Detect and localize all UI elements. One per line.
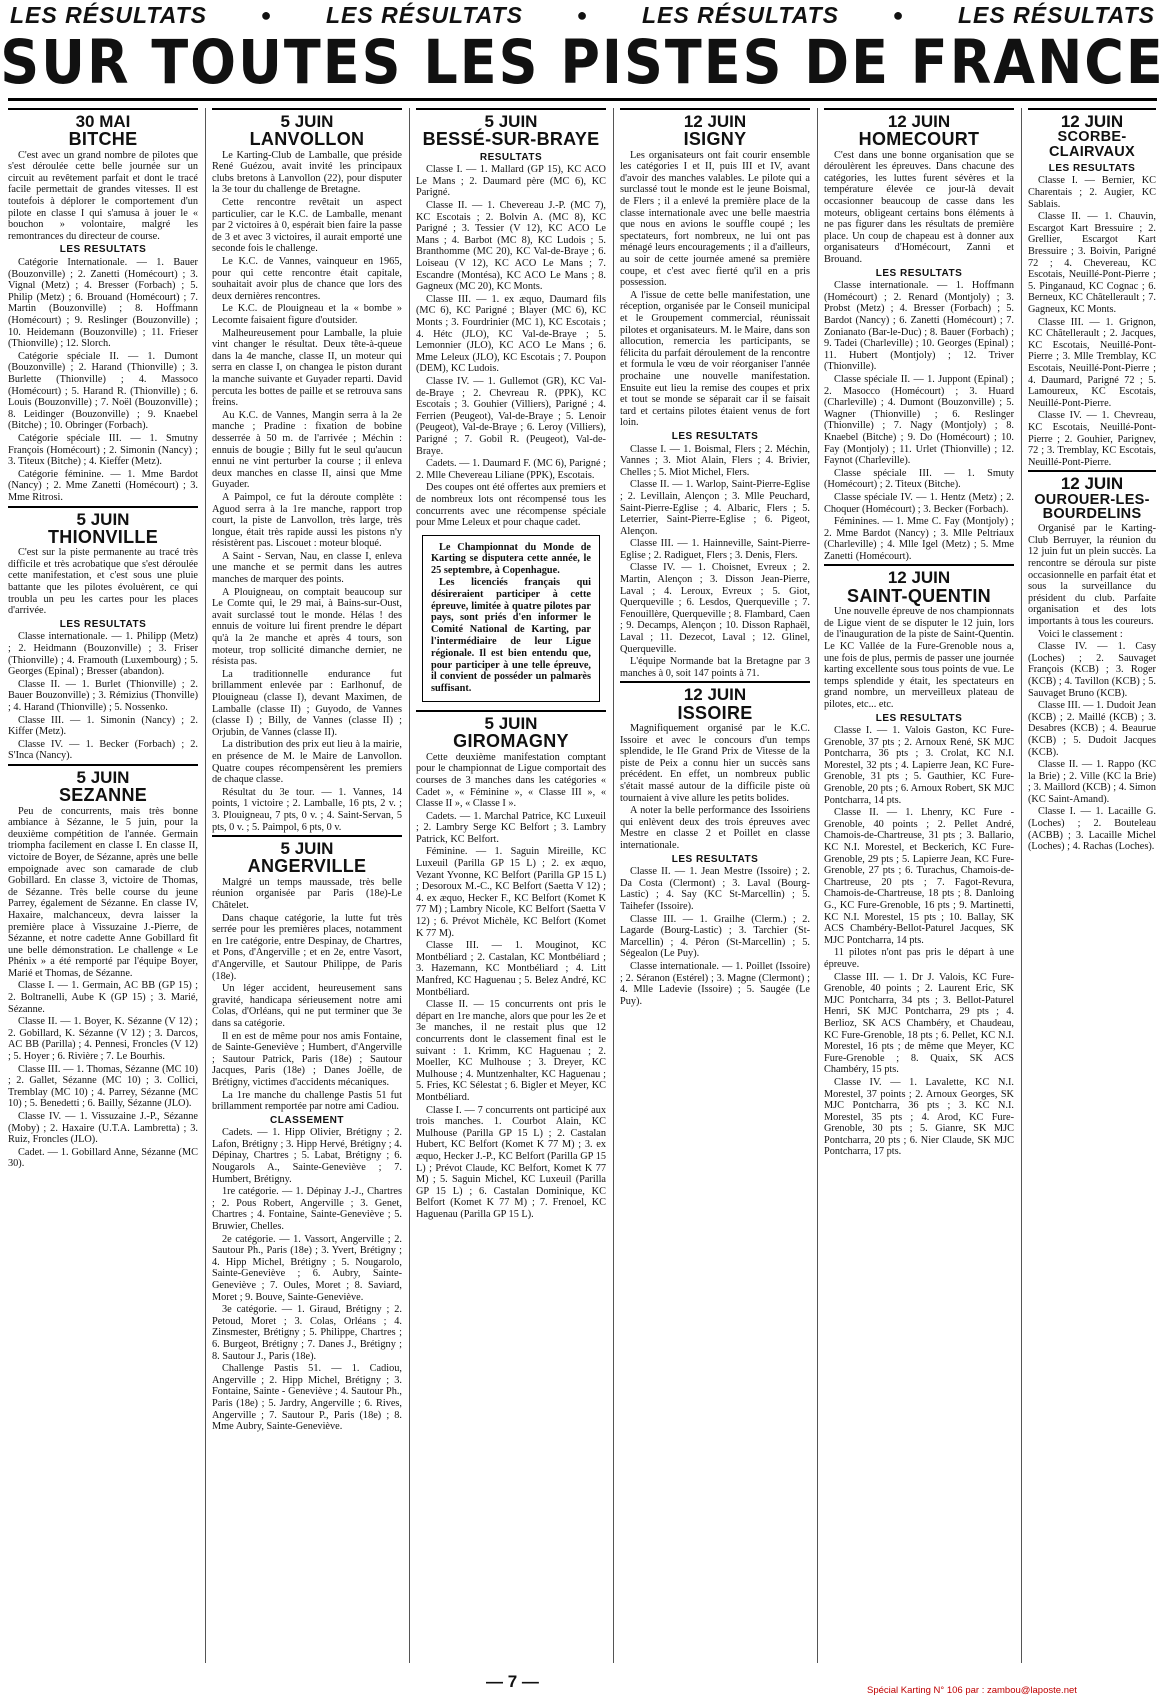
results-heading: LES RESULTATS (671, 853, 759, 865)
result-line: Classe IV. — 1. Gullemot (GR), KC Val-de-Braye ; 2. Chevreau R. (PPK), KC Escotais ; 3. Gouhier (Villiers), Parigné ; 4. Ferrien (Peugeot), Val-de-Braye ; 5. Lenoir (Peugeot), Val-de-Braye ; 6. Leroy (Villiers), Parigné ; 7. Gobil R. (Peugeot), Val-de-Braye. (416, 375, 606, 457)
race-place: OUROUER-LES-BOURDELINS (1034, 491, 1150, 523)
race-report (8, 506, 198, 762)
result-line: Classe II. — 1. Jean Mestre (Issoire) ; 2. Da Costa (Clermont) ; 3. Laval (Bourg-Lastic) ; 4. Say (KC St-Marcellin) ; 5. Taihefer (Issoire). (620, 866, 810, 912)
result-line: 3e catégorie. — 1. Giraud, Brétigny ; 2. Petoud, Moret ; 3. Colas, Orléans ; 4. Zinsmester, Brétigny ; 5. Philippe, Chartres ; 6. Burgeot, Brétigny ; 7. Danes J., Brétigny ; 8. Sautour J., Paris (18e). (212, 1304, 402, 1362)
notice-paragraph: Les licenciés français qui désireraient participer à cette épreuve, limitée à quatre pilotes par pays, sont priés d'en informer le Comité National de Karting, par l'intermédiaire de leur Ligue régionale. Il est bien entendu que, pour participer à une telle épreuve, il convient de posséder un palmarès suffisant. (431, 577, 591, 695)
race-report (416, 108, 606, 529)
results-banner (0, 0, 1165, 30)
report-paragraph: C'est avec un grand nombre de pilotes que s'est déroulée cette belle journée sur un circuit au revêtement parfait et dont le tracé facile permettait de grandes vitesses. Il est toutefois à déplorer le comportement d'un pilote en classe I qui s'amusa à jouer le « bouchon » volontaire, malgré les remontrances du directeur de course. (8, 149, 198, 242)
column-divider (409, 108, 410, 1663)
report-paragraph: Organisé par le Karting-Club Berruyer, la réunion du 12 juin fut un plein succès. La rencontre se déroula sur piste occasionnelle en parfait état et sous la surveillance du président du club. Parfaite organisation et des lots importants à tous les coureurs. (1028, 523, 1156, 627)
result-line: Classe II. — 1. Burlet (Thionville) ; 2. Bauer Bouzonville) ; 3. Rémizius (Thonville) ; 4. Harand (Thionville) ; 5. Nossenko. (8, 678, 198, 713)
race-place: LANVOLLON (249, 129, 365, 150)
column-3 (416, 108, 606, 1663)
report-paragraph: A Saint - Servan, Nau, en classe I, enleva une manche et se permit dans les autres manches de marquer des points. (212, 550, 402, 586)
bullet-icon: ● (576, 4, 589, 25)
result-line: Classe III. — 1. ex æquo, Daumard fils (MC 6), KC Parigné ; Blayer (MC 6), KC Monts ; 3. Fourdrinier (MC 1), KC Escotais ; 4. Hétc (JLO), KC Val-de-Braye ; 5. Lemonnier (JLO), KC ACO Le Mans ; 6. Mme Leleux (JLO), KC Escotais ; 7. Poupon (DEM), KC Ludois. (416, 293, 606, 375)
result-line: Catégorie féminine. — 1. Mme Bardot (Nancy) ; 2. Mme Zanetti (Homécourt) ; 3. Mme Ritrosi. (8, 468, 198, 503)
race-report (212, 835, 402, 1433)
report-paragraph: Cette rencontre revêtait un aspect particulier, car le K.C. de Lamballe, menant par 2 victoires à 0, espérait bien faire la passe de 3 et avec 3 victoires, il aurait emporté une seconde fois le challenge. (212, 197, 402, 255)
report-paragraph: Au K.C. de Vannes, Mangin serra à la 2e manche ; Pradine : fixation de bobine desserrée à 50 m. de l'arrivée ; Méchin : ennuis de bougie ; Billy fut le seul qu'aucun ennui ne vint perturber la course ; il enleva deux manches en classe II, ainsi que Mme Guyader. (212, 409, 402, 491)
result-line: Classe internationale. — 1. Hoffmann (Homécourt) ; 2. Renard (Montjoly) ; 3. Probst (Metz) ; 4. Bresser (Forbach) ; 5. Bardot (Nancy) ; 6. Zanetti (Homécourt) ; 7. Zonianato (Bar-le-Duc) ; 8. Bauer (Forbach) ; 9. Tadei (Charleville) ; 10. Georges (Epinal) ; 11. Hubert (Montjoly) ; 12. Triver (Thionville). (824, 280, 1014, 373)
race-place: ISIGNY (683, 129, 747, 150)
banner-text: LES RÉSULTATS (326, 1, 523, 28)
column-5 (824, 108, 1014, 1663)
results-heading: RESULTATS (479, 151, 543, 163)
race-date: 5 JUIN (484, 714, 538, 734)
column-divider (1021, 108, 1022, 1663)
dateline (8, 764, 198, 806)
race-report (620, 681, 810, 1007)
race-place: BITCHE (68, 129, 138, 150)
result-line: Classe II. — 1. Rappo (KC la Brie) ; 2. Ville (KC la Brie) ; 3. Maillord (KCB) ; 4. Simon (KC Saint-Amand). (1028, 759, 1156, 805)
result-line: Classe internationale. — 1. Poillet (Issoire) ; 2. Séranon (Estérel) ; 3. Magne (Clermont) ; 4. Mlle Ladevie (Issoire) ; 5. Saugée (Le Puy). (620, 960, 810, 1007)
column-divider (205, 108, 206, 1663)
report-paragraph: A Plouigneau, on comptait beaucoup sur Le Comte qui, le 29 mai, à Bains-sur-Oust, avait surclassé tout le monde. Hélas ! des ennuis de voiture lui firent prendre le départ qu'à la 2e manche et après 4 tours, son moteur, trop sollicité dimanche dernier, ne résista pas. (212, 586, 402, 668)
result-line: Cadets. — 1. Daumard F. (MC 6), Parigné ; 2. Mlle Chevereau Liliane (PPK), Escotais. (416, 458, 606, 481)
race-place: HOMECOURT (858, 129, 980, 150)
page-number: — 7 — (486, 1672, 539, 1691)
column-divider (613, 108, 614, 1663)
article-columns (8, 108, 1156, 1663)
race-place: GIROMAGNY (453, 731, 569, 752)
race-place: SCORBE-CLAIRVAUX (1049, 129, 1135, 161)
report-paragraph: La distribution des prix eut lieu à la mairie, en présence de M. le Maire de Lanvollon. Quatre coupes récompensèrent les premiers de chaque classe. (212, 739, 402, 786)
column-1 (8, 108, 198, 1663)
dateline (620, 681, 810, 723)
result-line: Classe internationale. — 1. Philipp (Metz) ; 2. Heidmann (Bouzonville) ; 3. Friser (Thionville) ; 4. Framouth (Luxembourg) ; 5. Georges (Epinal) ; Bresser (abandon). (8, 631, 198, 678)
result-line: Des coupes ont été offertes aux premiers et de nombreux lots ont récompensé tous les concurrents avec une récompense spéciale pour Mme Leleux et pour chaque cadet. (416, 482, 606, 529)
notice-paragraph: Le Championnat du Monde de Karting se disputera cette année, le 25 septembre, à Copenhague. (431, 541, 591, 577)
race-date: 12 JUIN (683, 112, 747, 131)
result-line: Classe spéciale IV. — 1. Hentz (Metz) ; 2. Choquer (Homécourt) ; 3. Becker (Forbach). (824, 491, 1014, 515)
race-report (824, 108, 1014, 562)
report-paragraph: Magnifiquement organisé par le K.C. Issoire et avec le concours d'un temps splendide, le IIe Grand Prix de Vitesse de la piste de Peix a connu hier un succès sans précédent. En effet, un nombreux public s'était massé autour de la difficile piste où tournaient à vive allure les petits bolides. (620, 723, 810, 804)
result-line: Féminines. — 1. Mme C. Fay (Montjoly) ; 2. Mme Bardot (Nancy) ; 3. Mlle Peltriaux (Charleville) ; 4. Mlle Igel (Metz) ; 5. Mme Zanetti (Homécourt). (824, 516, 1014, 562)
notice-box (422, 535, 600, 702)
result-line: Classe III. — 1. Grailhe (Clerm.) ; 2. Lagarde (Bourg-Lastic) ; 3. Tarchier (St-Marcellin) ; 4. Péron (St-Marcellin) ; 5. Ségealon (Le Puy). (620, 913, 810, 960)
result-line: Cadets. — 1. Hipp Olivier, Brétigny ; 2. Lafon, Brétigny ; 3. Hipp Hervé, Brétigny ; 4. Dépinay, Chartres ; 5. Labat, Brétigny ; 6. Nougarols A., Sainte-Geneviève ; 7. Humbert, Brétigny. (212, 1127, 402, 1185)
result-line: Classe spéciale III. — 1. Smuty (Homécourt) ; 2. Titeux (Bitche). (824, 467, 1014, 491)
result-line: Classe IV. — 1. Choisnet, Evreux ; 2. Martin, Alençon ; 3. Disson Jean-Pierre, Laval ; 4. Leroux, Evreux ; 5. Giot, Querqueville ; 6. Lesdos, Querqueville ; 7. Fenouillère, Querqueville ; 8. Flambard, Caen ; 9. Decamps, Alençon ; 10. Disson Raphaël, Laval ; 11. Dezecot, Laval ; 12. Glinel, Querqueville. (620, 562, 810, 655)
report-paragraph: Voici le classement : (1038, 628, 1123, 640)
bullet-icon: ● (260, 4, 273, 25)
result-line: Classe III. — 1. Simonin (Nancy) ; 2. Kiffer (Metz). (8, 714, 198, 738)
dateline (416, 108, 606, 150)
result-line: 1re catégorie. — 1. Dépinay J.-J., Chartres ; 2. Pous Robert, Angerville ; 3. Genet, Chartres ; 4. Fontaine, Sainte-Geneviève ; 5. Bruwier, Chelles. (212, 1186, 402, 1233)
result-line: Challenge Pastis 51. — 1. Cadiou, Angerville ; 2. Hipp Michel, Brétigny ; 3. Fontaine, Sainte - Geneviève ; 4. Sautour Ph., Paris (18e) ; 5. Jardry, Angerville ; 6. Rives, Angerville ; 7. Sautour P., Paris (18e) ; 8. Mme Aubry, Sainte-Geneviève. (212, 1363, 402, 1433)
result-line: Classe II. — 1. Chauvin, Escargot Kart Bressuire ; 2. Grellier, Escargot Kart Bressuire ; 3. Boivin, Parigné 72 ; 4. Chevereau, KC Escotais, Neuillé-Pont-Pierre ; 5. Pinganaud, KC Cognac ; 6. Berneux, KC Châtellerault ; 7. Gagneux, KC Monts. (1028, 211, 1156, 316)
race-date: 5 JUIN (484, 112, 538, 131)
race-date: 12 JUIN (887, 568, 951, 588)
banner-text: LES RÉSULTATS (958, 1, 1155, 28)
report-paragraph: Le Karting-Club de Lamballe, que préside René Guézou, avait invité les principaux clubs bretons à Lanvollon (22), pour disputer la 3e tour du challenge de Bretagne. (212, 149, 402, 196)
results-heading: LES RESULTATS (59, 618, 147, 630)
dateline (8, 506, 198, 548)
result-line: Classe IV. — 1. Casy (Loches) ; 2. Sauvaget François (KCB) ; 3. Roger (KCB) ; 4. Tavillon (KCB) ; 5. Sauvaget Bruno (KCB). (1028, 641, 1156, 699)
report-paragraph: Cette deuxième manifestation comptant pour le championnat de Ligue comportait des courses de 3 manches dans les catégories « Cadet », « Féminine », « Classe III », « Classe II », « Classe I ». (416, 751, 606, 810)
column-2 (212, 108, 402, 1663)
race-report (212, 108, 402, 833)
report-paragraph: C'est sur la piste permanente au tracé très difficile et très acrobatique que s'est déroulée cette manifestation, et c'est sous une pluie battante que les pilotes évoluèrent, ce qui troubla un peu les cartes pour les places d'arrivée. (8, 547, 198, 617)
result-line: Classe III. — 1. Hainneville, Saint-Pierre-Eglise ; 2. Radiguet, Flers ; 3. Denis, Flers. (620, 538, 810, 561)
dateline (8, 108, 198, 150)
result-line: Féminine. — 1. Saguin Mireille, KC Luxeuil (Parilla GP 15 L) ; 2. ex æquo, Vezant Yvonne, KC Belfort (Parilla GP 15 L) ; Desoroux M.-C., KC Belfort (Saetta V 12) ; 4. ex æquo, Hecker F., KC Belfort (Komet K 77 M) ; Lambry Nicole, KC Belfort (Saetta V 12) ; 6. Prévot Michèle, KC Belfort (Komet K 77 M). (416, 846, 606, 939)
result-line: Classe II. — 15 concurrents ont pris le départ en 1re manche, alors que pour les 2e et 3e manches, il ne restait plus que 12 concurrents dont le classement final est le suivant : 1. Krimm, KC Haguenau ; 2. Moeller, KC Mulhouse ; 3. Dreyer, KC Mulhouse ; 4. Muntzenhalter, KC Haguenau ; 5. Fries, KC Sélestat ; 6. Bigler et Meyer, KC Montbéliard. (416, 999, 606, 1103)
race-place: BESSÉ-SUR-BRAYE (422, 129, 600, 150)
race-report (1028, 470, 1156, 853)
race-report (416, 710, 606, 1220)
race-date: 5 JUIN (76, 767, 130, 787)
result-line: Classe I. — 1. Lacaille G. (Loches) ; 2. Bouteleau (ACBB) ; 3. Lacaille Michel (Loches) ; 4. Rachas (Loches). (1028, 806, 1156, 853)
race-date: 5 JUIN (76, 509, 130, 529)
report-paragraph: La traditionnelle endurance fut brillamment enlevée par : Earlhonuf, de Plouigneau (classe I), devant Maximen, de Lamballe (classe II) ; Guyodo, de Vannes (classe I) ; Billy, de Vannes (classe II) ; Orjubin, de Vannes (classe II). (212, 668, 402, 738)
result-line: Cadets. — 1. Marchal Patrice, KC Luxeuil ; 2. Lambry Serge KC Belfort ; 3. Lambry Patrick, KC Belfort. (416, 810, 606, 845)
report-paragraph: A l'issue de cette belle manifestation, une réception, organisée par le Conseil municipal et le Groupement commercial, réunissait pilotes et organisateurs. M. le Maire, dans son allocution, remercia les participants, se félicita du parfait déroulement de la rencontre et formula le vœu de voir réorganiser l'année prochaine une nouvelle manifestation. Ensuite eut lieu la remise des coupes et prix et tout se monde se séparait car il se faisait tard et certains pilotes étaient venus de fort loin. (620, 289, 810, 429)
result-line: Classe I. — 7 concurrents ont participé aux trois manches. 1. Courbot Alain, KC Mulhouse (Parilla GP 15 L) ; 2. Castalan Hubert, KC Belfort (Komet K 77 M) ; 3. ex æquo, Hecker J.-P., KC Belfort (Parilla GP 15 L) ; Prévot Claude, KC Belfort, Komet K 77 M) ; 5. Saguin Michel, KC Luxeuil (Parilla GP 15 L) ; 6. Castalan Dominique, KC Belfort (Komet K 77 M) ; 7. Frenoel, KC Haguenau (Parilla GP 15 L). (416, 1104, 606, 1220)
result-line: Résultat du 3e tour. — 1. Vannes, 14 points, 1 victoire ; 2. Lamballe, 16 pts, 2 v. ; 3. Plouigneau, 7 pts, 0 v. ; 4. Saint-Servan, 5 pts, 0 v. ; 5. Paimpol, 6 pts, 0 v. (212, 786, 402, 833)
dateline (1028, 470, 1156, 523)
report-paragraph: Le K.C. de Vannes, vainqueur en 1965, pour qui cette rencontre était capitale, souhaitait avoir plus de chance que lors des deux dernières rencontres. (212, 256, 402, 302)
column-4 (620, 108, 810, 1663)
results-heading: LES RESULTATS (875, 267, 963, 279)
dateline (212, 835, 402, 877)
dateline (212, 108, 402, 150)
report-paragraph: Il en est de même pour nos amis Fontaine, de Sainte-Geneviève ; Humbert, d'Angerville ; Sautour Patrick, Paris (18e) ; Sautour Jacques, Paris (18e) ; Danes Joëlle, de Brétigny, victimes d'accidents mécaniques. (212, 1030, 402, 1088)
race-place: SAINT-QUENTIN (847, 585, 991, 606)
report-paragraph: Dans chaque catégorie, la lutte fut très serrée pour les premières places, notamment en 1re catégorie, entre Despinay, de Chartres, et Pons, d'Angerville ; et en 2e, entre Vasort, d'Angerville, et Sautour Philippe, de Paris (18e). (212, 912, 402, 982)
race-date: 5 JUIN (280, 112, 334, 131)
headline-rule (8, 98, 1157, 101)
page-headline: SUR TOUTES LES PISTES DE FRANCE (0, 26, 1165, 98)
race-date: 12 JUIN (887, 112, 951, 131)
result-line: Catégorie spéciale III. — 1. Smutny François (Homécourt) ; 2. Simonin (Nancy) ; 3. Titeux (Bitche) ; 4. Kieffer (Metz). (8, 432, 198, 468)
result-line: Classe I. — 1. Valois Gaston, KC Fure-Grenoble, 37 pts ; 2. Arnoux René, SK MJC Pontcharra, 36 pts ; 3. Crolat, KC N.I. Morestel, 32 pts ; 4. Lapierre Jean, KC Fure-Grenoble, 31 pts ; 5. Gauthier, KC Fure-Grenoble, 20 pts ; 6. Arnoux Robert, SK MJC Pontcharra, 14 pts. (824, 725, 1014, 806)
results-heading: LES RESULTATS (875, 712, 963, 724)
result-line: Classe IV. — 1. Vissuzaine J.-P., Sézanne (Moby) ; 2. Haxaire (U.T.A. Lambretta) ; 3. Ruiz, Froncles (JLO). (8, 1111, 198, 1146)
result-line: Classe III. — 1. Thomas, Sézanne (MC 10) ; 2. Gallet, Sézanne (MC 10) ; 3. Collici, Tremblay (MC 10) ; 4. Parrey, Sézanne (MC 10) ; 5. Benedetti ; 6. Bailly, Sézanne (JLO). (8, 1063, 198, 1110)
report-paragraph: Un léger accident, heureusement sans gravité, handicapa sérieusement notre ami Colas, d'Orléans, qui ne put terminer que 3e dans sa catégorie. (212, 983, 402, 1029)
race-date: 30 MAI (75, 112, 131, 131)
banner-text: LES RÉSULTATS (642, 1, 839, 28)
result-line: Classe I. — 1. Mallard (GP 15), KC ACO Le Mans ; 2. Daumard père (MC 6), KC Parigné. (416, 164, 606, 199)
result-line: Classe III. — 1. Dr J. Valois, KC Fure-Grenoble, 40 points ; 2. Laurent Eric, SK MJC Pontcharra, 34 pts ; 3. Bellot-Paturel Henri, SK MJC Pontcharra, 29 pts ; 4. Berlioz, SK ACS Chambéry, et Chaudeau, KC Fure-Grenoble, 18 pts ; 6. Pellet, KC N.I. Morestel, 16 pts ; de même que Meyer, KC Fure-Grenoble ; 8. Quaix, SK ACS Chambéry, 15 pts. (824, 971, 1014, 1076)
results-heading: LES RESULTATS (1048, 162, 1136, 174)
result-line: Cadet. — 1. Gobillard Anne, Sézanne (MC 30). (8, 1146, 198, 1170)
result-line: Classe IV. — 1. Chevreau, KC Escotais, Neuillé-Pont-Pierre ; 2. Gouhier, Parignev, 72 ; 3. Tremblay, KC Escotais, Neuillé-Pont-Pierre. (1028, 410, 1156, 468)
report-paragraph: Les organisateurs ont fait courir ensemble les catégories I et II, puis III et IV, avant d'avoir des manches valables. Le pilote qui a surclassé tout le monde est le jeune Boismal, de Flers ; il a enlevé la première place de la classe internationale avec une belle maestria que nous en avions le souffle coupé ; les spectateurs, fort nombreux, ne lui ont pas ménagé leurs encouragements ; il a d'ailleurs, au soir de cette journée amené sa première coupe, et c'est avec fierté qu'il en a pris possession. (620, 149, 810, 289)
result-line: Classe I. — Bernier, KC Charentais ; 2. Augier, KC Sablais. (1028, 175, 1156, 210)
column-6 (1028, 108, 1156, 1663)
race-report (1028, 108, 1156, 468)
race-date: 5 JUIN (280, 839, 334, 859)
result-line: Classe IV. — 1. Becker (Forbach) ; 2. S'Inca (Nancy). (8, 738, 198, 762)
banner-text: LES RÉSULTATS (10, 1, 207, 28)
race-date: 12 JUIN (683, 685, 747, 705)
column-divider (817, 108, 818, 1663)
result-line: L'équipe Normande bat la Bretagne par 3 manches à 0, soit 147 points à 71. (620, 656, 810, 679)
report-paragraph: Peu de concurrents, mais très bonne ambiance à Sézanne, le 5 juin, pour la deuxième compétition de l'année. Germain triompha facilement en classe I. En classe II, victoire de Boyer, de Sézanne, après une belle empoignade avec son camarade de club Gobillard. En classe 3, victoire de Thomas, de Sézanne. Très belle course du jeune Parrey, également de Sézanne. En classe IV, Haxaire, malchanceux, devra laisser la première place à Vissuzaine J.-Pierre, de Sézanne, et notre cadette Anne Gobillard fit une belle démonstration. Le challenge « Le Phénix » a été remporté par l'équipe Boyer, Marié et Thomas, de Sézanne. (8, 805, 198, 979)
results-heading: LES RESULTATS (671, 430, 759, 442)
race-place: SEZANNE (58, 785, 148, 806)
result-line: Catégorie Internationale. — 1. Bauer (Bouzonville) ; 2. Zanetti (Homécourt) ; 3. Vignal (Metz) ; 4. Bresser (Forbach) ; 5. Philip (Metz) ; 6. Brouand (Homécourt) ; 7. Martin (Bouzonville) ; 8. Hoffmann (Homécourt) ; 9. Reslinger (Bouzonville) ; 10. Heidemann (Bouzonville) ; 11. Frieser (Thionville) ; 12. Slorch. (8, 257, 198, 350)
dateline (824, 108, 1014, 150)
report-paragraph: Malgré un temps maussade, très belle réunion organisée par Paris (18e)-Le Châtelet. (212, 876, 402, 911)
result-line: Classe II. — 1. Warlop, Saint-Pierre-Eglise ; 2. Levillain, Alençon ; 3. Mlle Peuchard, Saint-Pierre-Eglise ; 4. Albaric, Flers ; 5. Leterrier, Saint-Pierre-Eglise ; 6. Pigeot, Alençon. (620, 479, 810, 537)
report-paragraph: A noter la belle performance des Issoiriens qui enlèvent deux des trois épreuves avec Mestre en classe 2 et Poillet en classe internationale. (620, 805, 810, 852)
dateline (1028, 108, 1156, 161)
result-line: Classe IV. — 1. Lavalette, KC N.I. Morestel, 37 points ; 2. Arnoux Georges, SK MJC Pontcharra, 36 pts ; 3. KC N.I. Morestel, 35 pts ; 4. Arod, KC Fure-Grenoble, 30 pts ; 5. Gianre, SK MJC Pontcharra, 20 pts ; 6. Nier Claude, SK MJC Pontcharra, 17 pts. (824, 1076, 1014, 1158)
report-paragraph: Malheureusement pour Lamballe, la pluie vint changer le résultat. Deux tête-à-queue dans la 4e manche, classe II, un moteur qui serra en classe I, on changea le piston durant la manche suivante et Guyader reparti. David percuta les bottes de paille et se retrouva sans freins. (212, 327, 402, 409)
race-report (824, 564, 1014, 1158)
result-line: Classe I. — 1. Boismal, Flers ; 2. Méchin, Vannes ; 3. Miot Alain, Flers ; 4. Brivier, Chelles ; 5. Miot Michel, Flers. (620, 443, 810, 478)
dateline (824, 564, 1014, 606)
report-paragraph: La 1re manche du challenge Pastis 51 fut brillamment remportée par notre ami Cadiou. (212, 1089, 402, 1113)
results-heading: LES RESULTATS (59, 244, 147, 256)
report-paragraph: C'est dans une bonne organisation que se déroulèrent les épreuves. Dans chacune des catégories, les luttes furent sévères et la température élevée ce jour-là devait occasionner beaucoup de casse dans les moteurs, obligeant certains bons éléments à ne pas figurer dans les résultats de première place. Un coup de chapeau est à donner aux organisateurs d'Homécourt, Zanni et Brouand. (824, 149, 1014, 266)
result-line: Classe II. — 1. Chevereau J.-P. (MC 7), KC Escotais ; 2. Bolvin A. (MC 8), KC Parigné ; 3. Tessier (V 12), KC ACO Le Mans ; 4. Barbot (MC 8), KC Ludois ; 5. Branthomme (MC 20), KC Val-de-Braye ; 6. Loiseau (V 12), KC ACO Le Mans ; 7. Escandre (Montésa), KC ACO Le Mans ; 8. Gagneux (MC 20), KC Monts. (416, 200, 606, 293)
footer-credit: Spécial Karting N° 106 par : zambou@laposte.net (867, 1685, 1077, 1696)
race-date: 12 JUIN (1060, 474, 1124, 494)
bullet-icon: ● (892, 4, 905, 25)
report-paragraph: A Paimpol, ce fut la déroute complète : Aguod serra à la 1re manche, rapport trop court, la piste de Lanvollon, très large, très longue, était très rapide aussi les pistons n'y résistèrent pas. Liscouet : moteur bloqué. (212, 491, 402, 550)
result-line: Classe III. — 1. Dudoit Jean (KCB) ; 2. Maillé (KCB) ; 3. Desabres (KCB) ; 4. Beaurue (KCB) ; 5. Dudoit Jacques (KCB). (1028, 700, 1156, 758)
race-report (8, 108, 198, 504)
report-paragraph: Une nouvelle épreuve de nos championnats de Ligue vient de se disputer le 12 juin, lors de l'inauguration de la piste de Saint-Quentin. Le KC Vallée de la Fure-Grenoble nous a, une fois de plus, permis de passer une journée karting excellente sous tous points de vue. Le temps splendide y était, les spectateurs en grand nombre, un merveilleux plateau de pilotes, etc... etc. (824, 606, 1014, 710)
dateline (416, 710, 606, 752)
result-line: 11 pilotes n'ont pas pris le départ à une épreuve. (824, 947, 1014, 970)
result-line: Catégorie spéciale II. — 1. Dumont (Bouzonville) ; 2. Harand (Thionville) ; 3. Burlette (Thionville) ; 4. Massoco (Homécourt) ; 5. Harand R. (Thionville) ; 6. Louis (Bouzonville) ; 7. Noël (Bouzonville) ; 8. Leidinger (Bouzonville) ; 9. Knaebel (Bitche) ; 10. Obringer (Forbach). (8, 350, 198, 432)
race-place: THIONVILLE (48, 526, 158, 547)
report-paragraph: Le K.C. de Plouigneau et la « bombe » Lecomte faisaient figure d'outsider. (212, 303, 402, 326)
result-line: Classe III. — 1. Grignon, KC Châtellerault ; 2. Jacques, KC Escotais, Neuillé-Pont-Pierre ; 3. Mlle Tremblay, KC Escotais, Neuillé-Pont-Pierre ; 4. Daumard, Parigné 72 ; 5. Lamoureux, KC Escotais, Neuillé-Pont-Pierre. (1028, 316, 1156, 409)
race-place: ISSOIRE (677, 702, 753, 723)
race-place: ANGERVILLE (247, 856, 367, 877)
dateline (620, 108, 810, 150)
result-line: Classe III. — 1. Mouginot, KC Montbéliard ; 2. Castalan, KC Montbéliard ; 3. Hazemann, KC Montbéliard ; 4. Litt Manfred, KC Haguenau ; 5. Belez André, KC Montbéliard. (416, 940, 606, 998)
race-report (8, 764, 198, 1170)
result-line: Classe II. — 1. Boyer, K. Sézanne (V 12) ; 2. Gobillard, K. Sézanne (V 12) ; 3. Darcos, AC BB (Parilla) ; 4. Pennesi, Froncles (V 12) ; 5. Hoyer ; 6. Rivière ; 7. Le Bourhis. (8, 1016, 198, 1063)
results-heading: CLASSEMENT (270, 1114, 344, 1126)
result-line: Classe I. — 1. Germain, AC BB (GP 15) ; 2. Boltranelli, Aube K (GP 15) ; 3. Marié, Sézanne. (8, 980, 198, 1015)
race-report (620, 108, 810, 679)
result-line: Classe II. — 1. Lhenry, KC Fure - Grenoble, 40 points ; 2. Pellet André, Chamois-de-Chartreuse, 31 pts ; 3. Ballario, KC N.I. Morestel, et Beckerich, KC Fure-Grenoble, 29 pts ; 5. Lapierre Jean, KC Fure-Grenoble, 27 pts ; 6. Turachus, Chamois-de-Chartreuse, 20 pts ; 7. Fagot-Revura, Chamois-de-Chartreuse, 18 pts ; 8. Danloing G., KC Fure-Grenoble, 16 pts ; 9. Martinetti, KC N.I. Morestel, 15 pts ; 10. Ballay, SK ACS Chambéry-Bellot-Paturel Jacques, SK MJC Pontcharra, 14 pts. (824, 807, 1014, 946)
result-line: Classe spéciale II. — 1. Juppont (Epinal) ; 2. Masocco (Homécourt) ; 3. Huard (Charleville) ; 4. Dumont (Bouzonville) ; 5. Wagner (Thionville) ; 6. Reslinger (Thionville) ; 7. Nagy (Montjoly) ; 8. Knaebel (Bitche) ; 9. Do (Homécourt) ; 10. Fay (Montjoly) ; 11. Urlet (Thionville) ; 12. Faynot (Charleville). (824, 373, 1014, 467)
race-date: 12 JUIN (1060, 112, 1124, 131)
result-line: 2e catégorie. — 1. Vassort, Angerville ; 2. Sautour Ph., Paris (18e) ; 3. Yvert, Brétigny ; 4. Hipp Michel, Brétigny ; 5. Nougarolo, Sainte-Geneviève ; 6. Aubry, Sainte-Geneviève ; 7. Oules, Moret ; 8. Saviard, Moret ; 9. Bouve, Sainte-Geneviève. (212, 1233, 402, 1303)
